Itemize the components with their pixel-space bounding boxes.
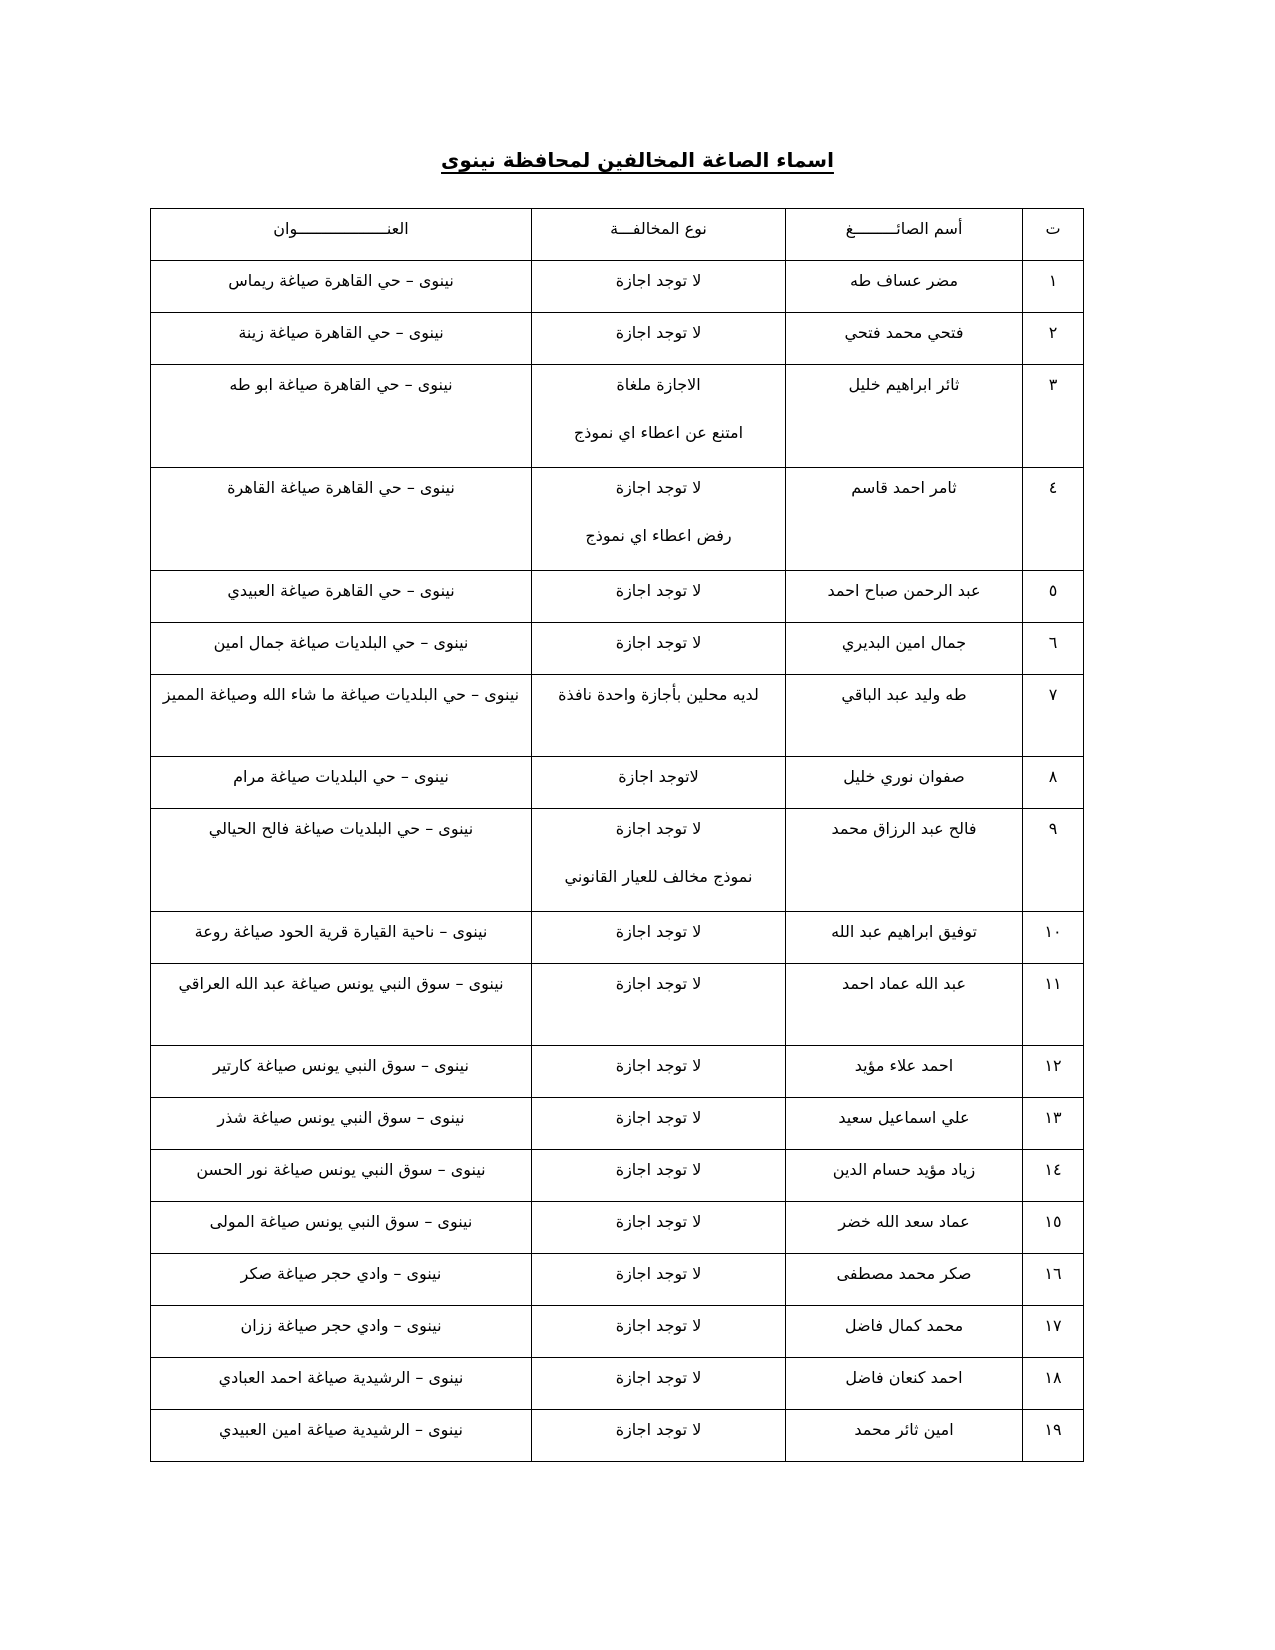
- table-row: [151, 1254, 1084, 1306]
- cell-name: ثامر احمد قاسم: [786, 468, 1023, 571]
- cell-address: نينوى – سوق النبي يونس صياغة شذر: [151, 1098, 532, 1150]
- cell-num: ٣: [1023, 365, 1084, 468]
- table-row: [151, 1306, 1084, 1358]
- table-row: [151, 964, 1084, 1046]
- table-header-row: [151, 209, 1084, 261]
- cell-violation: لا توجد اجازة: [532, 1150, 786, 1202]
- table-row: [151, 313, 1084, 365]
- cell-name: عماد سعد الله خضر: [786, 1202, 1023, 1254]
- document-title-wrap: [0, 148, 1275, 172]
- cell-address: نينوى – حي القاهرة صياغة ابو طه: [151, 365, 532, 468]
- cell-num: ١١: [1023, 964, 1084, 1046]
- table-row: [151, 912, 1084, 964]
- cell-violation: لا توجد اجازة: [532, 1358, 786, 1410]
- table-row: [151, 623, 1084, 675]
- cell-num: ١٦: [1023, 1254, 1084, 1306]
- cell-num: ١٨: [1023, 1358, 1084, 1410]
- cell-name: احمد علاء مؤيد: [786, 1046, 1023, 1098]
- document-title: اسماء الصاغة المخالفين لمحافظة نينوى: [441, 148, 834, 172]
- cell-violation: لا توجد اجازة: [532, 964, 786, 1046]
- table-row: [151, 1098, 1084, 1150]
- cell-violation: [532, 365, 786, 468]
- cell-num: ١٥: [1023, 1202, 1084, 1254]
- violation-text: الاجازة ملغاة: [616, 375, 701, 394]
- cell-address: نينوى – ناحية القيارة قرية الحود صياغة روعة: [151, 912, 532, 964]
- cell-violation: لا توجد اجازة: [532, 571, 786, 623]
- cell-address: نينوى – سوق النبي يونس صياغة نور الحسن: [151, 1150, 532, 1202]
- table-row: [151, 1410, 1084, 1462]
- cell-violation: لا توجد اجازة: [532, 1410, 786, 1462]
- address-text: نينوى – حي البلديات صياغة ما شاء الله وصياغة المميز: [162, 685, 520, 704]
- cell-num: ٢: [1023, 313, 1084, 365]
- table-row: [151, 809, 1084, 912]
- header-address: العنـــــــــــــــــــوان: [151, 209, 532, 261]
- cell-name: جمال امين البديري: [786, 623, 1023, 675]
- cell-name: توفيق ابراهيم عبد الله: [786, 912, 1023, 964]
- header-violation: نوع المخالفـــة: [532, 209, 786, 261]
- cell-address: نينوى – حي القاهرة صياغة ريماس: [151, 261, 532, 313]
- cell-violation: لا توجد اجازة: [532, 1306, 786, 1358]
- cell-address: نينوى – حي البلديات صياغة جمال امين: [151, 623, 532, 675]
- cell-address: نينوى – الرشيدية صياغة امين العبيدي: [151, 1410, 532, 1462]
- cell-name: عبد الله عماد احمد: [786, 964, 1023, 1046]
- cell-name: احمد كنعان فاضل: [786, 1358, 1023, 1410]
- cell-violation: لاتوجد اجازة: [532, 757, 786, 809]
- header-name: أسم الصائـــــــــغ: [786, 209, 1023, 261]
- cell-num: ١٩: [1023, 1410, 1084, 1462]
- cell-address: نينوى – سوق النبي يونس صياغة كارتير: [151, 1046, 532, 1098]
- cell-address: نينوى – حي القاهرة صياغة زينة: [151, 313, 532, 365]
- cell-address: نينوى – حي البلديات صياغة فالح الحيالي: [151, 809, 532, 912]
- cell-violation: لا توجد اجازة: [532, 1254, 786, 1306]
- cell-name: صكر محمد مصطفى: [786, 1254, 1023, 1306]
- cell-num: ٤: [1023, 468, 1084, 571]
- cell-num: ١٠: [1023, 912, 1084, 964]
- violation-text: لا توجد اجازة: [615, 478, 702, 497]
- table-row: [151, 1358, 1084, 1410]
- cell-name: فتحي محمد فتحي: [786, 313, 1023, 365]
- cell-num: ١٤: [1023, 1150, 1084, 1202]
- cell-address: [151, 964, 532, 1046]
- cell-name: محمد كمال فاضل: [786, 1306, 1023, 1358]
- cell-violation: [532, 468, 786, 571]
- cell-address: نينوى – حي البلديات صياغة مرام: [151, 757, 532, 809]
- table-row: [151, 365, 1084, 468]
- cell-address: نينوى – حي القاهرة صياغة القاهرة: [151, 468, 532, 571]
- cell-num: ١٣: [1023, 1098, 1084, 1150]
- cell-name: امين ثائر محمد: [786, 1410, 1023, 1462]
- cell-violation: لديه محلين بأجازة واحدة نافذة: [532, 675, 786, 757]
- cell-num: ١٧: [1023, 1306, 1084, 1358]
- cell-address: نينوى – حي القاهرة صياغة العبيدي: [151, 571, 532, 623]
- cell-address: نينوى – الرشيدية صياغة احمد العبادي: [151, 1358, 532, 1410]
- cell-address: [151, 675, 532, 757]
- table-row: [151, 1150, 1084, 1202]
- cell-name: صفوان نوري خليل: [786, 757, 1023, 809]
- cell-num: ١٢: [1023, 1046, 1084, 1098]
- cell-violation: لا توجد اجازة: [532, 261, 786, 313]
- cell-name: عبد الرحمن صباح احمد: [786, 571, 1023, 623]
- table-body: [151, 261, 1084, 1462]
- violation-note: امتنع عن اعطاء اي نموذج: [573, 423, 744, 442]
- table-row: [151, 571, 1084, 623]
- cell-num: ٦: [1023, 623, 1084, 675]
- cell-name: ثائر ابراهيم خليل: [786, 365, 1023, 468]
- cell-num: ١: [1023, 261, 1084, 313]
- table-row: [151, 261, 1084, 313]
- cell-address: نينوى – وادي حجر صياغة ززان: [151, 1306, 532, 1358]
- cell-num: ٨: [1023, 757, 1084, 809]
- cell-address: نينوى – وادي حجر صياغة صكر: [151, 1254, 532, 1306]
- table-row: [151, 1046, 1084, 1098]
- cell-address: نينوى – سوق النبي يونس صياغة المولى: [151, 1202, 532, 1254]
- cell-num: ٥: [1023, 571, 1084, 623]
- cell-violation: لا توجد اجازة: [532, 623, 786, 675]
- table-row: [151, 757, 1084, 809]
- cell-name: زياد مؤيد حسام الدين: [786, 1150, 1023, 1202]
- cell-violation: لا توجد اجازة: [532, 313, 786, 365]
- cell-violation: لا توجد اجازة: [532, 912, 786, 964]
- cell-name: علي اسماعيل سعيد: [786, 1098, 1023, 1150]
- violators-table: [150, 208, 1084, 1462]
- violation-note: نموذج مخالف للعيار القانوني: [564, 867, 753, 886]
- cell-name: فالح عبد الرزاق محمد: [786, 809, 1023, 912]
- table-row: [151, 1202, 1084, 1254]
- table-row: [151, 675, 1084, 757]
- address-text: نينوى – سوق النبي يونس صياغة عبد الله العراقي: [178, 974, 504, 993]
- cell-num: ٩: [1023, 809, 1084, 912]
- cell-name: طه وليد عبد الباقي: [786, 675, 1023, 757]
- cell-violation: لا توجد اجازة: [532, 1098, 786, 1150]
- cell-violation: [532, 809, 786, 912]
- violation-text: لا توجد اجازة: [615, 819, 702, 838]
- cell-violation: لا توجد اجازة: [532, 1046, 786, 1098]
- cell-violation: لا توجد اجازة: [532, 1202, 786, 1254]
- header-num: ت: [1023, 209, 1084, 261]
- cell-num: ٧: [1023, 675, 1084, 757]
- violation-note: رفض اعطاء اي نموذج: [585, 526, 732, 545]
- table-row: [151, 468, 1084, 571]
- cell-name: مضر عساف طه: [786, 261, 1023, 313]
